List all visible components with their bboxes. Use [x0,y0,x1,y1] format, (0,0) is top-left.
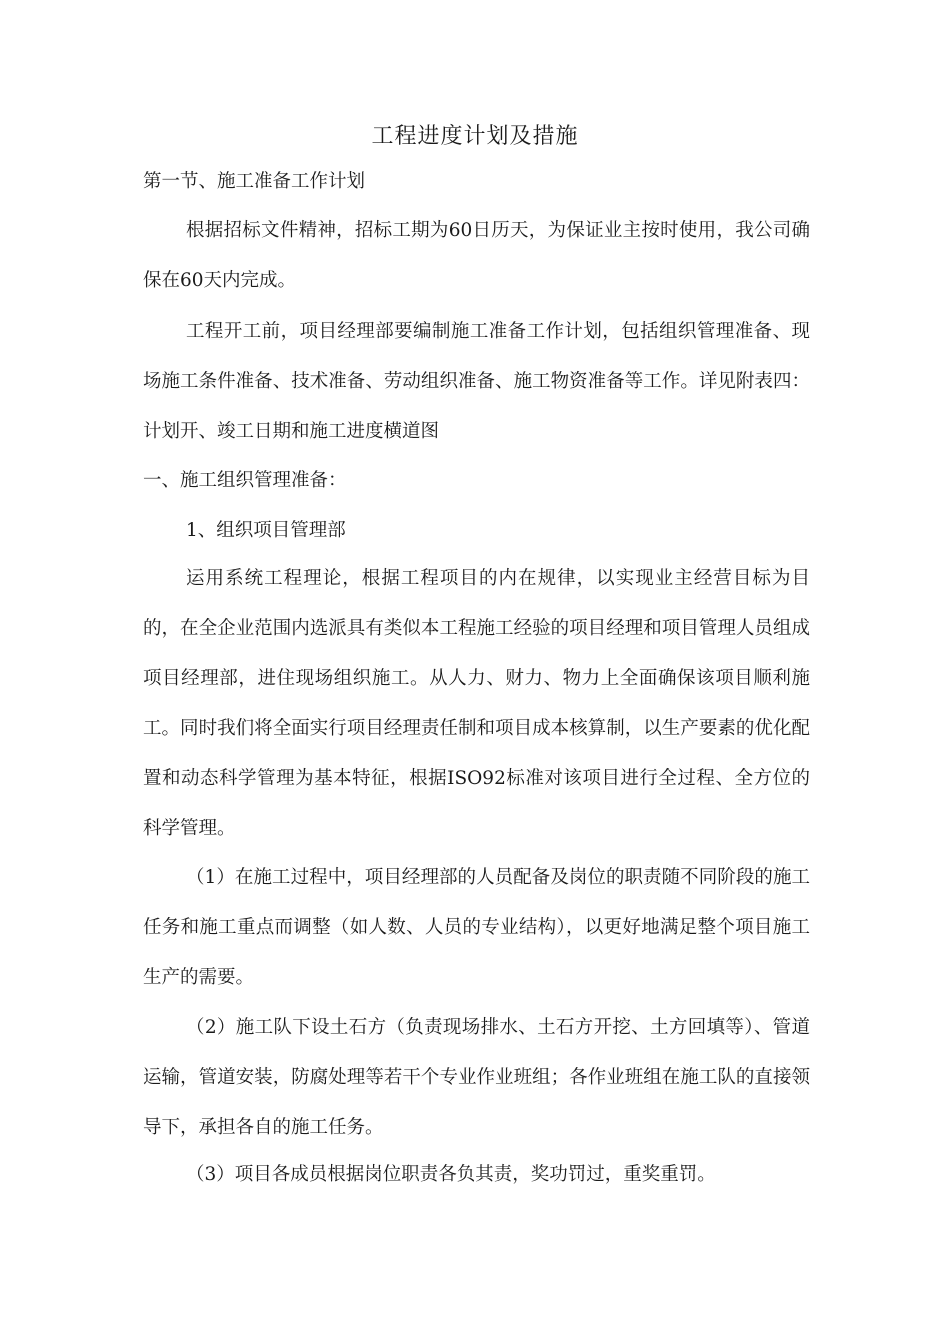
subheading-project-department: 1、组织项目管理部 [186,520,346,541]
list-item-1: （1）在施工过程中，项目经理部的人员配备及岗位的职责随不同阶段的施工任务和施工重点而调整（如人数、人员的专业结构），以更好地满足整个项目施工生产的需要。 [143,867,810,988]
subheading-organization-prep: 一、施工组织管理准备： [143,470,347,491]
paragraph-system-engineering: 运用系统工程理论，根据工程项目的内在规律，以实现业主经营目标为目的，在全企业范围内选派具有类似本工程施工经验的项目经理和项目管理人员组成项目经理部，进住现场组织施工。从人力、财力、物力上全面确保该项目顺利施工。同时我们将全面实行项目经理责任制和项目成本核算制，以生产要素的优化配置和动态科学管理为基本特征，根据ISO92标准对该项目进行全过程、全方位的科学管理。 [143,568,810,839]
section-heading: 第一节、施工准备工作计划 [143,171,366,192]
paragraph-preparation-plan: 工程开工前，项目经理部要编制施工准备工作计划，包括组织管理准备、现场施工条件准备、技术准备、劳动组织准备、施工物资准备等工作。详见附表四：计划开、竣工日期和施工进度横道图 [143,321,810,442]
document-title: 工程进度计划及措施 [371,124,579,149]
list-item-2: （2）施工队下设土石方（负责现场排水、土石方开挖、土方回填等）、管道运输，管道安装，防腐处理等若干个专业作业班组；各作业班组在施工队的直接领导下，承担各自的施工任务。 [143,1017,810,1138]
paragraph-construction-period: 根据招标文件精神，招标工期为60日历天，为保证业主按时使用，我公司确保在60天内完成。 [143,220,810,291]
list-item-3: （3）项目各成员根据岗位职责各负其责，奖功罚过，重奖重罚。 [186,1164,716,1185]
